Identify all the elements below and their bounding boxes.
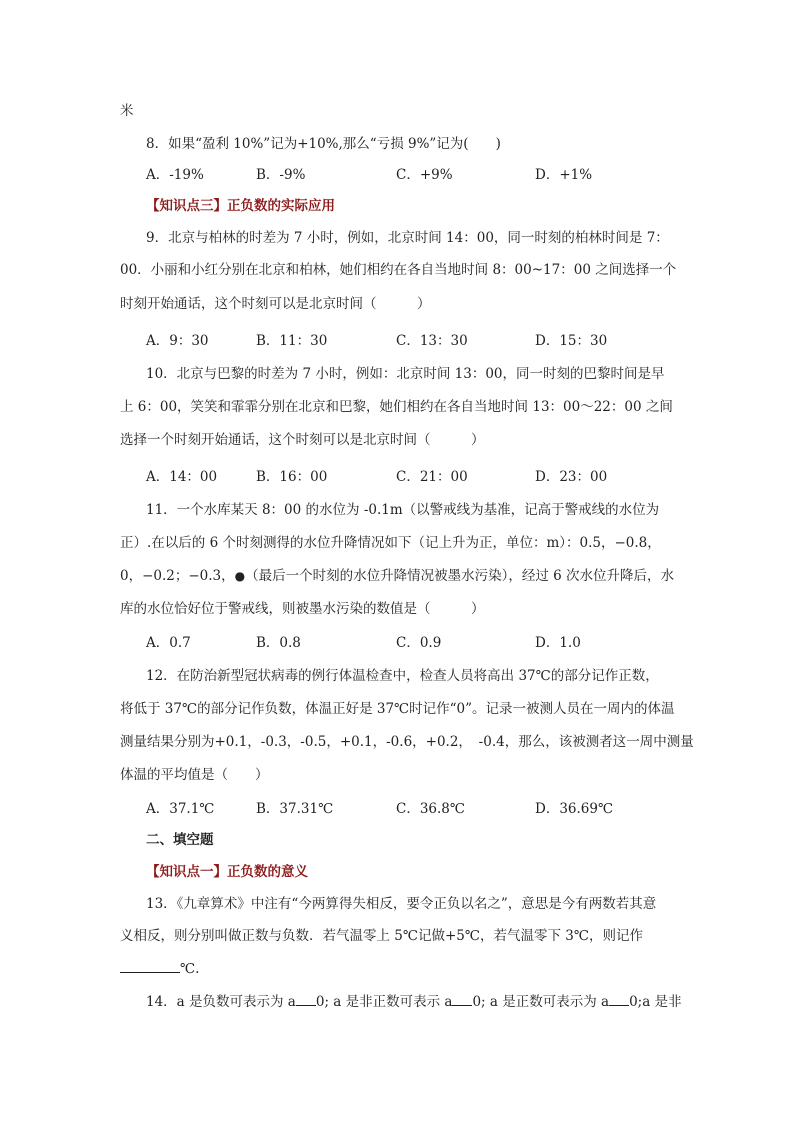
q11-line-3-end: （最后一个时刻的水位升降情况被墨水污染），经过 6 次水位升降后，水	[245, 568, 675, 584]
q9-option-d: D．15：30	[535, 333, 608, 349]
q12-option-b: B．37.31℃	[256, 801, 334, 817]
q8-stem: 8．如果“盈利 10%”记为+10%,那么“亏损 9%”记为( )	[146, 136, 501, 152]
q13-line-2: 义相反，则分别叫做正数与负数．若气温零上 5℃记做+5℃，若气温零下 3℃，则记作	[120, 928, 643, 944]
q11-line-3	[120, 566, 674, 586]
q13-line-1: 13．《九章算术》中注有“今两算得失相反，要令正负以名之”，意思是今有两数若其意	[146, 896, 657, 912]
q14-blank-3[interactable]	[609, 991, 629, 1006]
q10-option-a: A．14：00	[146, 469, 218, 485]
q12-line-1: 12．在防治新型冠状病毒的例行体温检查中，检查人员将高出 37℃的部分记作正数，	[146, 668, 659, 684]
part2-heading: 二、填空题	[146, 832, 214, 848]
ink-stain-mark: ●	[234, 569, 246, 583]
q14-blank-1[interactable]	[296, 991, 316, 1006]
q8-option-a: A．-19%	[146, 167, 204, 183]
section1-heading: 【知识点一】正负数的意义	[146, 864, 308, 880]
section3-heading: 【知识点三】正负数的实际应用	[146, 198, 335, 214]
q9-option-b: B．11：30	[256, 333, 328, 349]
q13-answer-blank[interactable]	[120, 958, 180, 973]
q10-option-c: C．21：00	[396, 469, 468, 485]
q8-option-d: D．+1%	[535, 167, 593, 183]
q11-line-2: 正）.在以后的 6 个时刻测得的水位升降情况如下（记上升为正，单位：m）：0.5，−0.8，	[120, 535, 661, 551]
q11-option-d: D．1.0	[535, 635, 581, 651]
q13-tail: ℃.	[180, 961, 200, 977]
q12-option-d: D．36.69℃	[535, 801, 614, 817]
q9-option-a: A．9：30	[146, 333, 209, 349]
q11-line-1: 11．一个水库某天 8：00 的水位为 -0.1m（以警戒线为基准，记高于警戒线的水位为	[146, 502, 660, 518]
q10-option-d: D．23：00	[535, 469, 608, 485]
q14-line-1	[146, 991, 682, 1012]
q13-line-3	[120, 958, 199, 979]
q12-option-a: A．37.1℃	[146, 801, 215, 817]
q11-line-4: 库的水位恰好位于警戒线，则被墨水污染的数值是（ ）	[120, 601, 485, 617]
q14-part-2: 0; a 是非正数可表示 a	[315, 994, 453, 1010]
q10-line-2: 上 6：00，笑笑和霏霏分别在北京和巴黎，她们相约在各自当地时间 13：00～22：00 之间	[120, 399, 673, 415]
q9-line-3: 时刻开始通话，这个时刻可以是北京时间（ ）	[120, 296, 431, 312]
q14-part-4: 0;a 是非	[629, 994, 682, 1010]
q11-option-b: B．0.8	[256, 635, 301, 651]
q14-blank-2[interactable]	[452, 991, 472, 1006]
q11-line-3-start: 0，−0.2；−0.3，	[120, 568, 235, 584]
q9-line-1: 9．北京与柏林的时差为 7 小时，例如，北京时间 14：00，同一时刻的柏林时间是 7：	[146, 230, 669, 246]
q12-line-3: 测量结果分别为+0.1，-0.3，-0.5，+0.1，-0.6，+0.2， -0.4，那么，该被测者这一周中测量	[120, 734, 694, 750]
q14-part-3: 0; a 是正数可表示为 a	[472, 994, 610, 1010]
top-fragment: 米	[120, 103, 134, 119]
q12-line-2: 将低于 37℃的部分记作负数，体温正好是 37℃时记作“0”。记录一被测人员在一周内的体温	[120, 701, 675, 717]
q9-option-c: C．13：30	[396, 333, 468, 349]
q10-option-b: B．16：00	[256, 469, 328, 485]
q12-option-c: C．36.8℃	[396, 801, 465, 817]
q11-option-a: A．0.7	[146, 635, 191, 651]
q8-option-b: B．-9%	[256, 167, 306, 183]
q8-option-c: C．+9%	[396, 167, 453, 183]
q14-part-1: 14．a 是负数可表示为 a	[146, 994, 296, 1010]
q12-line-4: 体温的平均值是（ ）	[120, 767, 269, 783]
q9-line-2: 00．小丽和小红分别在北京和柏林，她们相约在各自当地时间 8：00~17：00 之间选择一个	[120, 262, 677, 278]
q10-line-3: 选择一个时刻开始通话，这个时刻可以是北京时间（ ）	[120, 432, 485, 448]
q10-line-1: 10．北京与巴黎的时差为 7 小时，例如：北京时间 13：00，同一时刻的巴黎时间是早	[146, 366, 665, 382]
q11-option-c: C．0.9	[396, 635, 442, 651]
